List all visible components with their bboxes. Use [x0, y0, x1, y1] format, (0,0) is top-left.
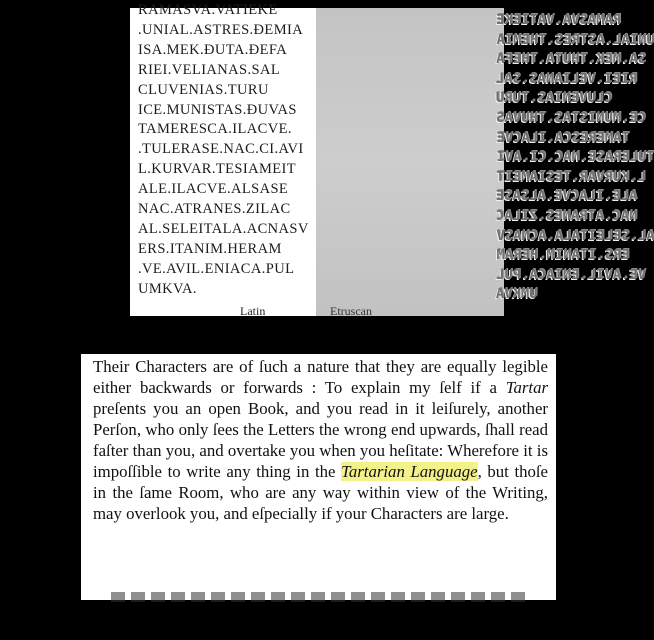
latin-transcription-column: [130, 2, 316, 318]
etruscan-line: TULERASE.NAC.CI.AVI: [496, 149, 654, 166]
latin-label: Latin: [240, 304, 266, 318]
latin-line: ICE.MUNISTAS.ĐUVAS: [138, 101, 297, 118]
etruscan-line: L.KURVAR.TESIAMEIT: [496, 168, 646, 185]
book-excerpt-panel: [81, 354, 556, 600]
latin-line: NAC.ATRANES.ZILAC: [138, 201, 291, 217]
latin-line: UMKVA.: [138, 280, 197, 297]
latin-line: .VE.AVIL.ENIACA.PUL: [138, 260, 295, 277]
tablet-comparison-panel: [130, 2, 654, 318]
etruscan-line: TAMERESCA.ILACVE: [496, 129, 630, 146]
etruscan-line: CE.MUNISTAS.THUVAS: [496, 110, 646, 126]
latin-line: L.KURVAR.TESIAMEIT: [138, 161, 297, 178]
paragraph-text-1: Their Characters are of ſuch a nature that they are equally legible either backwards or forwards : To explain my ſelf if a: [93, 357, 548, 397]
etruscan-line: RIEI.VELIANAS.SAL: [496, 70, 638, 87]
tartar-word: Tartar: [505, 378, 548, 397]
etruscan-line: ALE.ILACVE.ALSASE: [496, 188, 638, 205]
latin-line: CLUVENIAS.TURU: [138, 81, 269, 98]
latin-line: TAMERESCA.ILACVE.: [138, 121, 292, 138]
highlighted-phrase: Tartarian Language: [341, 462, 478, 481]
paragraph-text-2: preſents you an open Book, and you read in it leiſurely, another Perſon, who only ſees the Letters the wrong end upwards, ſhall read faſter than you, and overtake you when you heſitate: Wherefore it is impoſſible to write any thing in the: [93, 399, 548, 481]
etruscan-line: SA.MEK.THUTA.THEFA: [496, 51, 646, 68]
paragraph-text-3: , but thoſe in the ſame Room, who are any way within view of the Writing, may overlook you, and eſpecially if your Characters are large.: [93, 462, 548, 523]
etruscan-line: NAC.ATRANES.ZILAC: [496, 208, 638, 224]
etruscan-inscription-column: [316, 8, 654, 318]
latin-line: AL.SELEITALA.ACNASV: [138, 220, 309, 237]
latin-line: .TULERASE.NAC.CI.AVI: [138, 141, 304, 158]
book-paragraph: [81, 354, 556, 524]
etruscan-label: Etruscan: [330, 304, 372, 318]
etruscan-line: AL.SELEITALA.ACNASV: [496, 227, 654, 244]
etruscan-line: RAMASVA.VATIEKE: [496, 12, 621, 28]
etruscan-line: ERS.ITANIM.HERAM: [496, 247, 630, 264]
latin-line: .UNIAL.ASTRES.ĐEMIA: [138, 21, 304, 38]
cut-off-next-line: [111, 592, 531, 602]
etruscan-line: UNIAL.ASTRES.THEMIA: [496, 31, 654, 48]
latin-line: ERS.ITANIM.HERAM: [138, 240, 282, 257]
latin-line: ALE.ILACVE.ALSASE: [138, 181, 289, 198]
latin-line: RAMASVA.VATIEKE: [138, 2, 278, 18]
etruscan-line: CLUVENIAS.TURU: [496, 90, 613, 107]
latin-line: ISA.MEK.ĐUTA.ĐEFA: [138, 41, 288, 58]
etruscan-line: VE.AVIL.ENIACA.PUL: [496, 266, 646, 283]
etruscan-line: UMKVA: [496, 286, 538, 303]
latin-line: RIEI.VELIANAS.SAL: [138, 61, 281, 78]
